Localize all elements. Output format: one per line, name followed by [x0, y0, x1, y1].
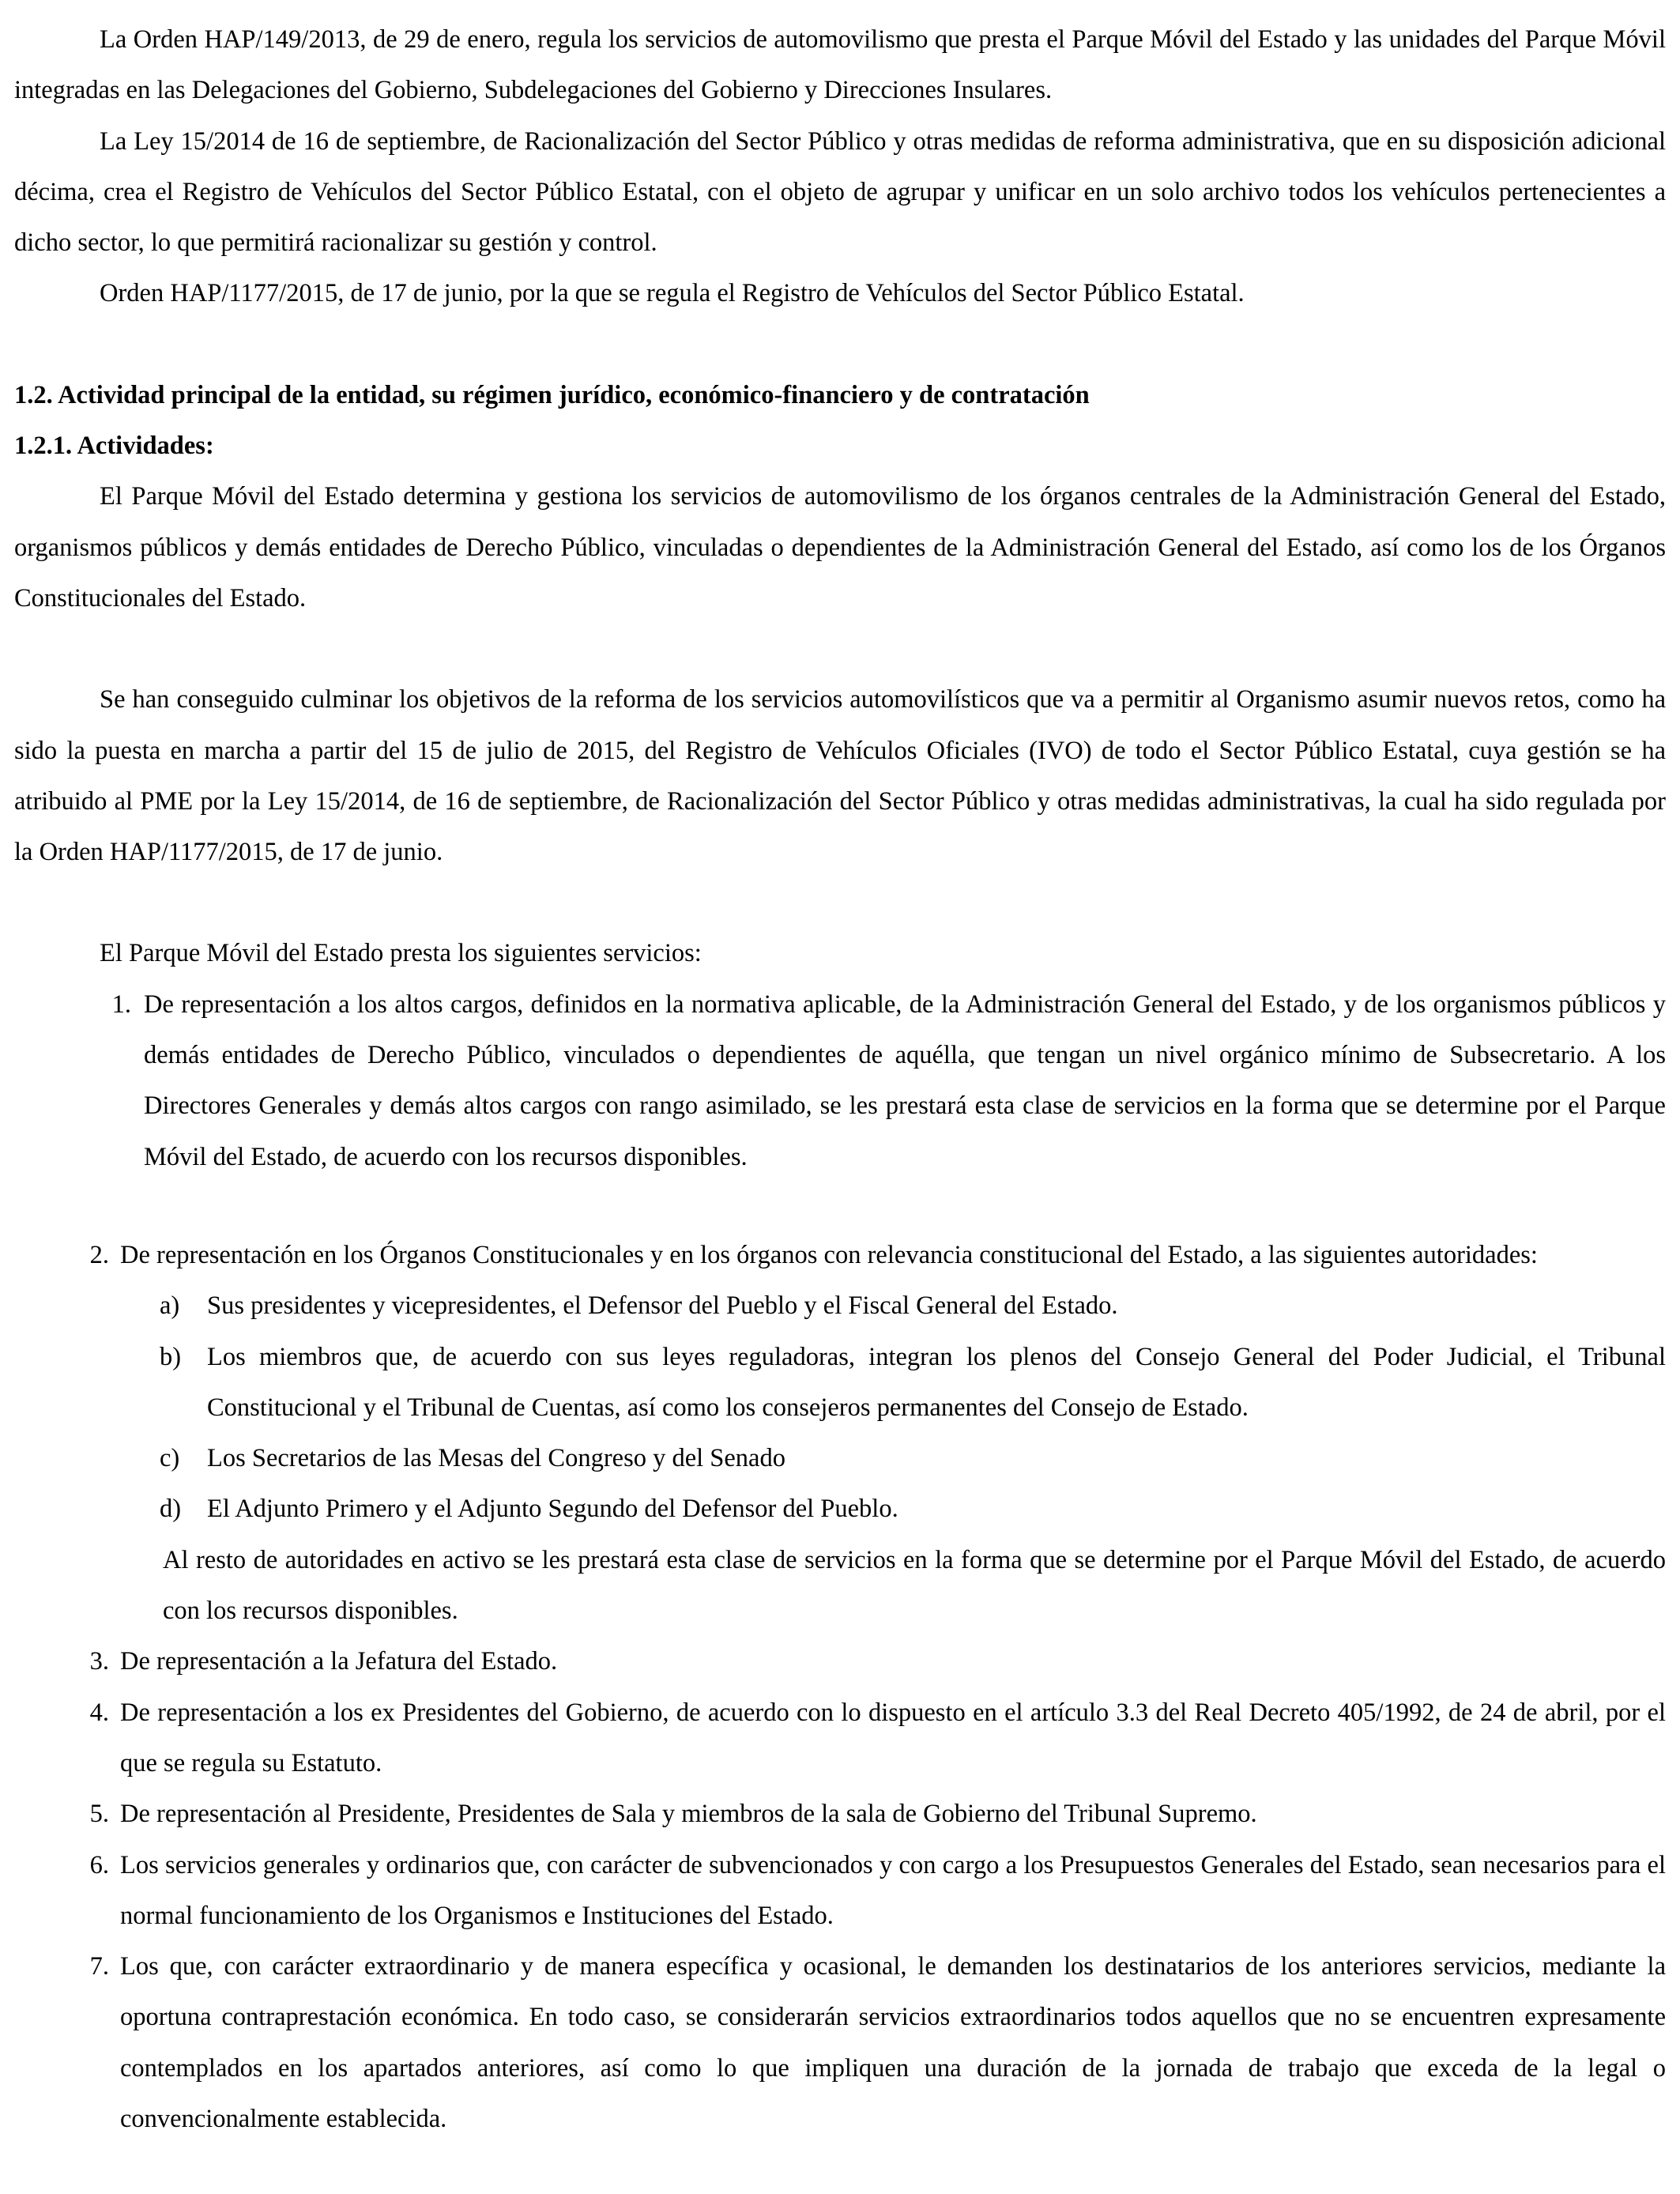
paragraph-activities-intro: El Parque Móvil del Estado determina y gestiona los servicios de automovilismo de los órganos centrales de la Administración General del Estado, organismos públicos y demás entidades de Derecho Público, vinculadas o dependientes de la Administración General del Estado, así como los de los Órganos Constitucionales del Estado.: [14, 482, 1666, 613]
list-number: 3.: [89, 1647, 109, 1676]
subsection-heading: 1.2.1. Actividades:: [14, 432, 214, 461]
list-number: 6.: [89, 1850, 109, 1879]
sub-item-letter: a): [160, 1291, 180, 1321]
list-item-text: De representación a los ex Presidentes del Gobierno, de acuerdo con lo dispuesto en el artículo 3.3 del Real Decreto 405/1992, de 24 de abril, por el que se regula su Estatuto.: [120, 1698, 1666, 1777]
list-number: 7.: [89, 1952, 109, 1981]
list-item-text: Los que, con carácter extraordinario y de manera específica y ocasional, le demanden los destinatarios de los anteriores servicios, mediante la oportuna contraprestación económica. En todo caso, se considerarán servicios extraordinarios todos aquellos que no se encuentren expresamente contemplados en los apartados anteriores, así como lo que impliquen una duración de la jornada de trabajo que exceda de la legal o convencionalmente establecida.: [120, 1952, 1666, 2133]
document-page: [14, 14, 1666, 2144]
section-heading: 1.2. Actividad principal de la entidad, su régimen jurídico, económico-financiero y de contratación: [14, 380, 1090, 409]
list-number: 5.: [89, 1800, 109, 1829]
list-item-text: De representación a los altos cargos, definidos en la normativa aplicable, de la Administración General del Estado, y de los organismos públicos y demás entidades de Derecho Público, vinculados o dependientes de aquélla, que tengan un nivel orgánico mínimo de Subsecretario. A los Directores Generales y demás altos cargos con rango asimilado, se les prestará esta clase de servicios en la forma que se determine por el Parque Móvil del Estado, de acuerdo con los recursos disponibles.: [144, 990, 1666, 1171]
list-item-service-2: [14, 1230, 1666, 1280]
paragraph-ley-15-2014: La Ley 15/2014 de 16 de septiembre, de Racionalización del Sector Público y otras medidas de reforma administrativa, que en su disposición adicional décima, crea el Registro de Vehículos del Sector Público Estatal, con el objeto de agrupar y unificar en un solo archivo todos los vehículos pertenecientes a dicho sector, lo que permitirá racionalizar su gestión y control.: [14, 126, 1666, 258]
paragraph-orden-hap-1177: Orden HAP/1177/2015, de 17 de junio, por la que se regula el Registro de Vehículos del Sector Público Estatal.: [100, 279, 1245, 308]
sub-item-letter: c): [160, 1444, 180, 1473]
list-item-service-4: [14, 1687, 1666, 1789]
list-item-service-5: [14, 1789, 1666, 1839]
paragraph-services-lead: El Parque Móvil del Estado presta los siguientes servicios:: [100, 939, 702, 968]
service-2-note: Al resto de autoridades en activo se les prestará esta clase de servicios en la forma que se determine por el Parque Móvil del Estado, de acuerdo con los recursos disponibles.: [163, 1545, 1666, 1626]
list-item-text: De representación en los Órganos Constitucionales y en los órganos con relevancia constitucional del Estado, a las siguientes autoridades:: [120, 1240, 1538, 1269]
sub-item-text: Los miembros que, de acuerdo con sus leyes reguladoras, integran los plenos del Consejo General del Poder Judicial, el Tribunal Constitucional y el Tribunal de Cuentas, así como los consejeros permanentes del Consejo de Estado.: [207, 1342, 1666, 1422]
sub-item-d: [14, 1483, 1666, 1534]
list-item-text: De representación a la Jefatura del Estado.: [120, 1647, 558, 1676]
sub-item-text: Sus presidentes y vicepresidentes, el Defensor del Pueblo y el Fiscal General del Estado.: [207, 1291, 1118, 1321]
sub-item-b: [14, 1332, 1666, 1434]
sub-item-text: Los Secretarios de las Mesas del Congreso y del Senado: [207, 1444, 785, 1473]
sub-item-c: [14, 1433, 1666, 1483]
sub-item-letter: d): [160, 1495, 182, 1524]
list-item-service-7: [14, 1941, 1666, 2144]
list-item-text: Los servicios generales y ordinarios que, con carácter de subvencionados y con cargo a los Presupuestos Generales del Estado, sean necesarios para el normal funcionamiento de los Organismos e Instituciones del Estado.: [120, 1850, 1666, 1930]
list-number: 1.: [111, 990, 131, 1019]
list-item-service-1: [14, 979, 1666, 1182]
list-number: 4.: [89, 1698, 109, 1727]
list-item-service-3: [14, 1636, 1666, 1687]
list-item-text: De representación al Presidente, Presidentes de Sala y miembros de la sala de Gobierno del Tribunal Supremo.: [120, 1800, 1257, 1829]
sub-item-text: El Adjunto Primero y el Adjunto Segundo del Defensor del Pueblo.: [207, 1495, 898, 1524]
sub-item-letter: b): [160, 1342, 182, 1371]
list-number: 2.: [89, 1240, 109, 1269]
paragraph-orden-hap-149: La Orden HAP/149/2013, de 29 de enero, regula los servicios de automovilismo que presta el Parque Móvil del Estado y las unidades del Parque Móvil integradas en las Delegaciones del Gobierno, Subdelegaciones del Gobierno y Direcciones Insulares.: [14, 25, 1666, 105]
sub-item-a: [14, 1280, 1666, 1331]
paragraph-reform-objectives: Se han conseguido culminar los objetivos de la reforma de los servicios automovilísticos que va a permitir al Organismo asumir nuevos retos, como ha sido la puesta en marcha a partir del 15 de julio de 2015, del Registro de Vehículos Oficiales (IVO) de todo el Sector Público Estatal, cuya gestión se ha atribuido al PME por la Ley 15/2014, de 16 de septiembre, de Racionalización del Sector Público y otras medidas administrativas, la cual ha sido regulada por la Orden HAP/1177/2015, de 17 de junio.: [14, 685, 1666, 867]
list-item-service-6: [14, 1840, 1666, 1942]
